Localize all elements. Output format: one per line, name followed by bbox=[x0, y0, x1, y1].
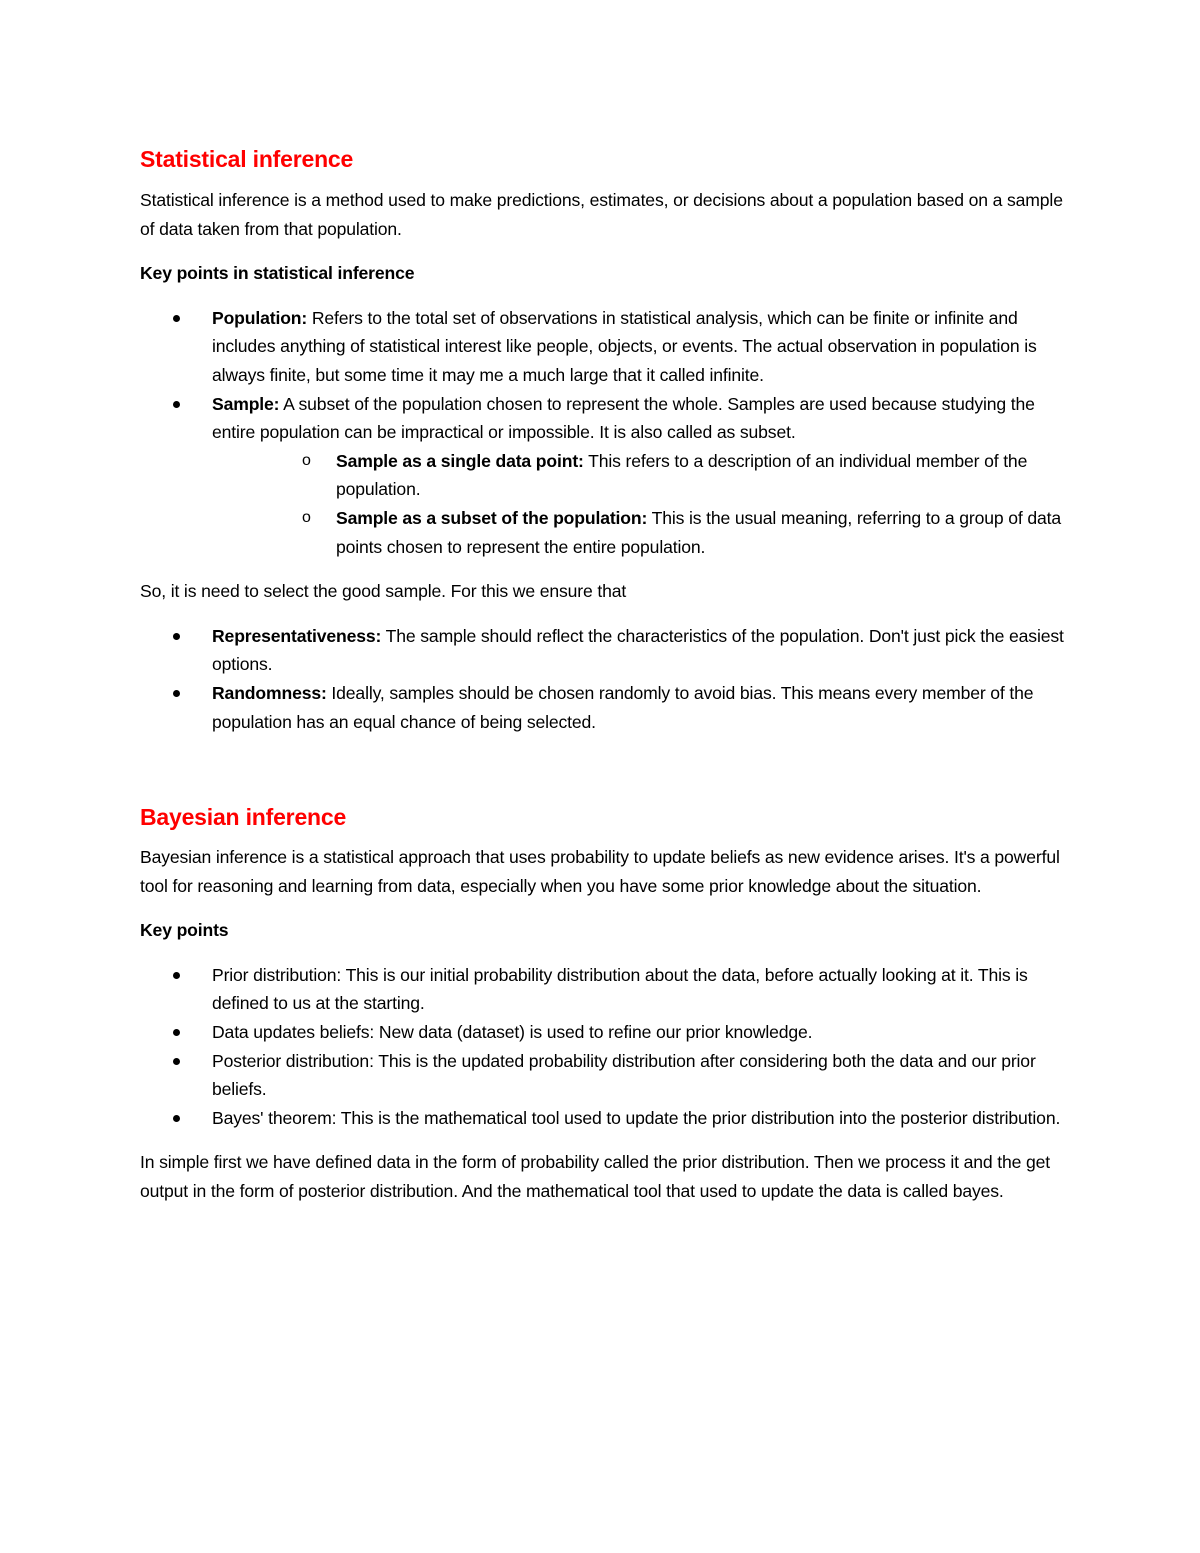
bayesian-key-points-list bbox=[140, 961, 1070, 1133]
good-sample-list bbox=[140, 622, 1070, 736]
bullet-text: Prior distribution: This is our initial probability distribution about the data, before actually looking at it. This is defined to us at the starting. bbox=[212, 964, 1028, 1014]
list-item bbox=[140, 504, 1070, 561]
key-points-bayesian-heading: Key points bbox=[140, 920, 229, 941]
bullet-dot-icon bbox=[173, 972, 180, 979]
bullet-dot-icon bbox=[173, 1029, 180, 1036]
bayesian-summary: In simple first we have defined data in the form of probability called the prior distribution. Then we process it and the get output in the form of posterior distribution. And the mathematical tool that used to update the data is called bayes. bbox=[140, 1152, 1050, 1202]
list-item bbox=[140, 304, 1070, 390]
bullet-text: A subset of the population chosen to represent the whole. Samples are used because studying the entire population can be impractical or impossible. It is also called as subset. bbox=[212, 393, 1035, 443]
statistical-key-points-list bbox=[140, 304, 1070, 561]
sample-subpoints-list bbox=[212, 447, 1070, 561]
subbullet-term: Sample as a subset of the population: bbox=[336, 507, 648, 528]
statistical-inference-intro: Statistical inference is a method used to make predictions, estimates, or decisions about a population based on a sample of data taken from that population. bbox=[140, 190, 1063, 239]
bullet-dot-icon bbox=[173, 1115, 180, 1122]
bullet-text: Posterior distribution: This is the updated probability distribution after considering both the data and our prior beliefs. bbox=[212, 1050, 1036, 1100]
subbullet-text: This refers to a description of an individual member of the population. bbox=[336, 450, 1028, 500]
document-page bbox=[140, 138, 1070, 1206]
circle-bullet-icon: o bbox=[302, 508, 311, 526]
bullet-text: Bayes' theorem: This is the mathematical tool used to update the prior distribution into the posterior distribution. bbox=[212, 1107, 1061, 1128]
subbullet-text: This is the usual meaning, referring to a group of data points chosen to represent the entire population. bbox=[336, 507, 1061, 557]
list-item bbox=[140, 447, 1070, 504]
bullet-text: Ideally, samples should be chosen randomly to avoid bias. This means every member of the population has an equal chance of being selected. bbox=[212, 682, 1034, 732]
list-item bbox=[140, 1018, 1070, 1047]
list-item bbox=[140, 961, 1070, 1018]
bullet-text: The sample should reflect the characteristics of the population. Don't just pick the easiest options. bbox=[212, 625, 1064, 675]
bullet-dot-icon bbox=[173, 401, 180, 408]
list-item bbox=[140, 679, 1070, 736]
heading-bayesian-inference: Bayesian inference bbox=[140, 804, 347, 831]
bullet-dot-icon bbox=[173, 690, 180, 697]
subbullet-term: Sample as a single data point: bbox=[336, 450, 584, 471]
bullet-term: Sample: bbox=[212, 393, 280, 414]
bullet-term: Population: bbox=[212, 307, 308, 328]
bullet-term: Randomness: bbox=[212, 682, 327, 703]
bullet-term: Representativeness: bbox=[212, 625, 382, 646]
key-points-statistical-heading: Key points in statistical inference bbox=[140, 263, 415, 284]
bullet-text: Data updates beliefs: New data (dataset) is used to refine our prior knowledge. bbox=[212, 1022, 813, 1043]
good-sample-intro: So, it is need to select the good sample. For this we ensure that bbox=[140, 581, 627, 602]
list-item bbox=[140, 1104, 1070, 1133]
bullet-text: Refers to the total set of observations in statistical analysis, which can be finite or infinite and includes anything of statistical interest like people, objects, or events. The actual observation in population is always finite, but some time it may me a much large that it called infinite. bbox=[212, 307, 1037, 385]
bayesian-inference-intro: Bayesian inference is a statistical approach that uses probability to update beliefs as new evidence arises. It's a powerful tool for reasoning and learning from data, especially when you have some prior knowledge about the situation. bbox=[140, 847, 1060, 896]
bullet-dot-icon bbox=[173, 1058, 180, 1065]
heading-statistical-inference: Statistical inference bbox=[140, 146, 354, 172]
list-item bbox=[140, 390, 1070, 562]
circle-bullet-icon: o bbox=[302, 451, 311, 469]
list-item bbox=[140, 1047, 1070, 1104]
list-item bbox=[140, 622, 1070, 679]
bullet-dot-icon bbox=[173, 633, 180, 640]
bullet-dot-icon bbox=[173, 315, 180, 322]
